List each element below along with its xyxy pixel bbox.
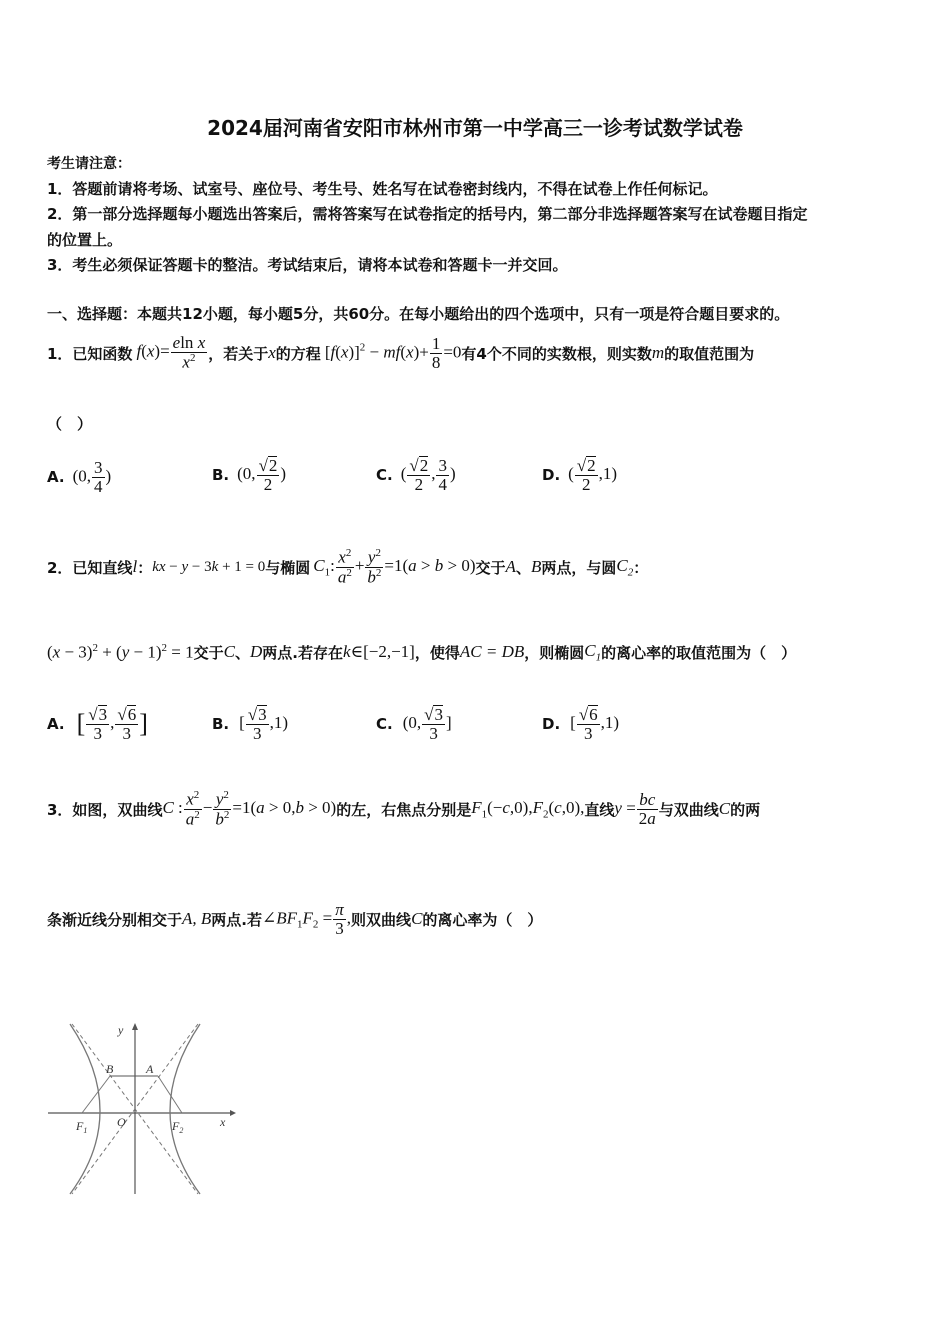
- label-y: y: [118, 1023, 124, 1037]
- q1-equation: $[f(x)]^2 - mf(x)+$ $\frac{1}{8}$ =0: [324, 333, 462, 372]
- q1-option-b: B. (0, $\frac{√2}{2}$ ): [212, 456, 287, 494]
- label-A: A: [146, 1062, 154, 1076]
- q2-option-d: D. [ $\frac{√6}{3}$ ,1): [542, 705, 620, 743]
- q1-option-d: D. ( $\frac{√2}{2}$ ,1): [542, 456, 618, 494]
- notice-heading: 考生请注意：: [47, 156, 131, 172]
- hyperbola-right-branch: [170, 1024, 200, 1194]
- label-F1: F: [76, 1119, 84, 1133]
- q1-option-c: C. ( $\frac{√2}{2}$ , $\frac{3}{4}$ ): [376, 455, 456, 494]
- question-2: 2．已知直线 l ： kx − y − 3k + 1 = 0 与椭圆 $C_1$: $\frac{x^2}{a^2}$ + $\frac{y^2}{b^2}$ =1(a > b > 0) 交于 A 、 B 两点，与圆 $C_2$ ：: [47, 547, 649, 587]
- page-title: 2024届河南省安阳市林州市第一中学高三一诊考试数学试卷: [207, 116, 743, 140]
- question-3: 3．如图，双曲线 C : $\frac{x^2}{a^2}$ − $\frac{y^2}{b^2}$ =1(a > 0,b > 0) 的左，右焦点分别是 $F_1(-c,0),F_2(c,0)$, 直线 y = $\frac{bc}{2a}$ 与双曲线 C 的两: [47, 789, 761, 829]
- hyperbola-figure: [40, 1010, 240, 1200]
- q1-option-a: A. (0, $\frac{3}{4}$ ): [47, 457, 112, 496]
- section-heading: 一、选择题：本题共12小题，每小题5分，共60分。在每小题给出的四个选项中，只有一项是符合题目要求的。: [47, 305, 790, 323]
- q1-function: f(x)= $\frac{\text{eln x}}{x^2}$: [136, 333, 206, 372]
- notice-item-1: 1．答题前请将考场、试室号、座位号、考生号、姓名写在试卷密封线内，不得在试卷上作任何标记。: [47, 180, 718, 198]
- label-F2: F: [172, 1119, 180, 1133]
- notice-item-2-cont: 的位置上。: [47, 231, 123, 249]
- label-F1-sub: 1: [83, 1126, 88, 1135]
- label-O: O: [117, 1115, 126, 1129]
- question-3-cont: 条渐近线分别相交于 A, B 两点.若 $\angle BF_1F_2$ = $\frac{\pi}{3}$ , 则双曲线 C 的离心率为（ ）: [47, 899, 543, 938]
- svg-text:F2: [171, 1119, 183, 1135]
- q1-answer-paren: （ ）: [47, 415, 93, 433]
- question-1: 1．已知函数 f(x)= $\frac{\text{eln x}}{x^2}$ ，若关于 x 的方程 $[f(x)]^2 - mf(x)+$ $\frac{1}{8}$ =0 有4个不同的实数根，则实数 m 的取值范围为: [47, 333, 755, 372]
- label-x: x: [220, 1115, 226, 1129]
- notice-item-2: 2．第一部分选择题每小题选出答案后，需将答案写在试卷指定的括号内，第二部分非选择题答案写在试卷题目指定: [47, 205, 808, 223]
- q2-option-c: C. (0, $\frac{√3}{3}$ ]: [376, 705, 452, 743]
- notice-item-3: 3．考生必须保证答题卡的整洁。考试结束后，请将本试卷和答题卡一并交回。: [47, 256, 568, 274]
- q2-option-b: B. [ $\frac{√3}{3}$ ,1): [212, 705, 289, 743]
- question-2-cont: $(x - 3)^2 + (y - 1)^2 = 1$ 交于 C 、 D 两点.若存在 k∈[−2,−1] ，使得 AC = DB ，则椭圆 $C_1$ 的离心率的取值范围为（ ）: [47, 640, 797, 664]
- x-axis-arrow: [230, 1110, 236, 1116]
- label-B: B: [106, 1062, 114, 1076]
- q1-lead: 1．已知函数: [47, 344, 133, 363]
- label-F2-sub: 2: [179, 1126, 184, 1135]
- y-axis-arrow: [132, 1023, 138, 1030]
- q2-option-a: A. [ $\frac{√3}{3}$ , $\frac{√6}{3}$ ]: [47, 705, 148, 743]
- svg-text:F1: [75, 1119, 87, 1135]
